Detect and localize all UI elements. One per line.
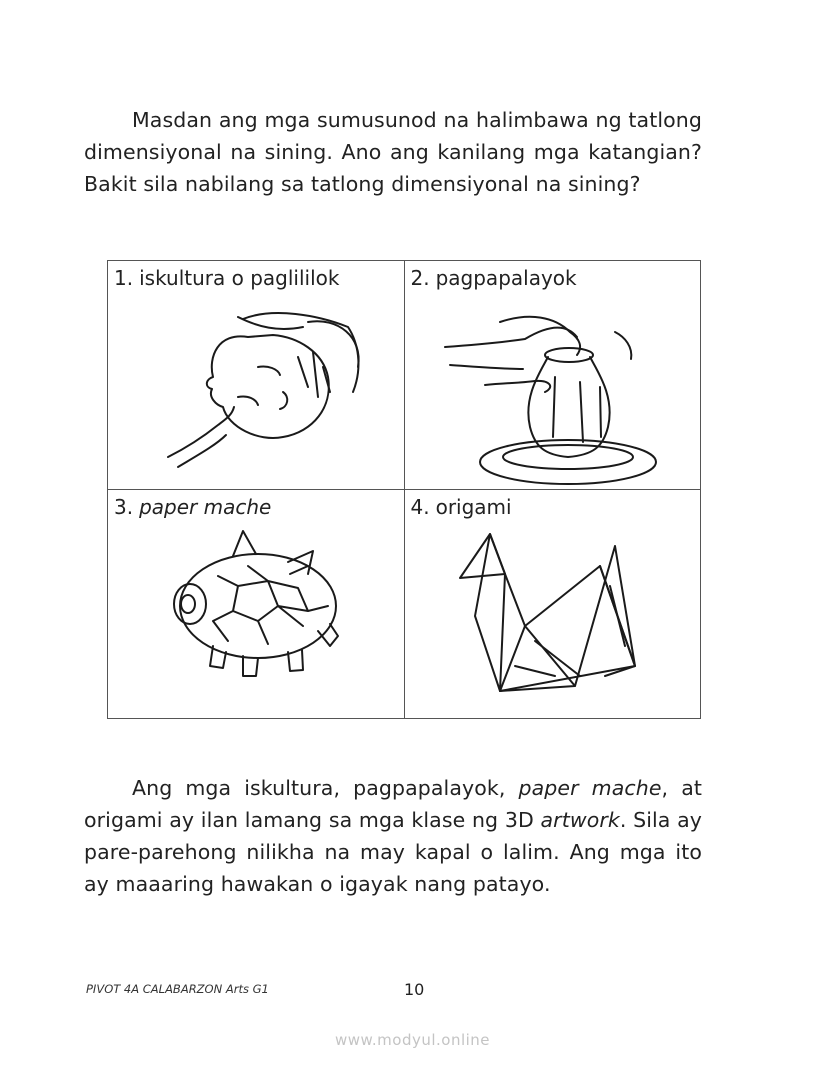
intro-text: Masdan ang mga sumusunod na halimbawa ng tatlong dimensiyonal na sining. Ano ang kanilang mga katangian? Bakit sila nabilang sa tatlong dimensiyonal na sining? xyxy=(84,108,702,196)
piggy-bank-illustration xyxy=(108,526,404,716)
examples-table xyxy=(107,260,701,719)
example-cell-origami xyxy=(404,490,701,719)
pottery-illustration xyxy=(405,297,701,487)
example-label: 4. origami xyxy=(410,495,512,519)
watermark: www.modyul.online xyxy=(334,1031,491,1049)
summary-paragraph: Ang mga iskultura, pagpapalayok, paper mache, at origami ay ilan lamang sa mga klase ng 3D artwork. Sila ay pare-parehong nilikha na may kapal o lalim. Ang mga ito ay maaaring hawakan o igayak nang patayo. xyxy=(84,776,703,896)
sculpture-illustration xyxy=(108,297,404,487)
footer-source: PIVOT 4A CALABARZON Arts G1 xyxy=(86,982,269,996)
example-label: 2. pagpapalayok xyxy=(410,266,577,290)
origami-crane-illustration xyxy=(405,526,701,716)
example-cell-sculpture xyxy=(108,261,405,490)
page-number: 10 xyxy=(404,980,425,999)
example-label: 3. paper mache xyxy=(114,495,272,519)
example-cell-paper-mache xyxy=(108,490,405,719)
intro-paragraph xyxy=(84,104,702,200)
example-label: 1. iskultura o paglililok xyxy=(114,266,340,290)
example-cell-pottery xyxy=(404,261,701,490)
